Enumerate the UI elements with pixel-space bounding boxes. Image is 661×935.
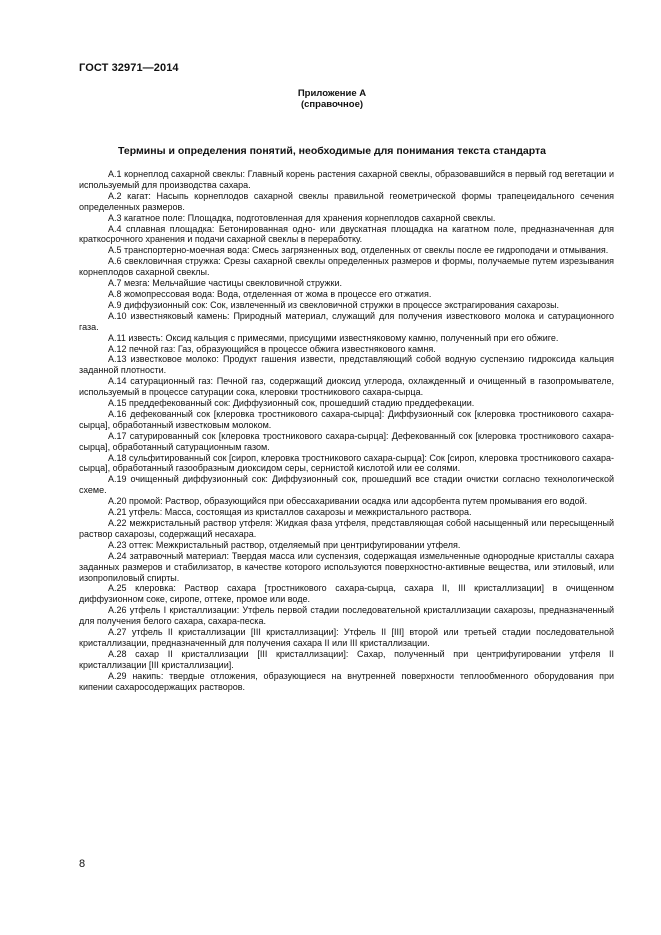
term-item: А.14 сатурационный газ: Печной газ, содержащий диоксид углерода, охлажденный и очищенный в газопромывателе, используемый в процессе сатурации сока, клеровки тростникового сахара-сырца. <box>79 376 614 398</box>
term-item: А.22 межкристальный раствор утфеля: Жидкая фаза утфеля, представляющая собой насыщенный или пересыщенный раствор сахарозы, содержащий несахара. <box>79 518 614 539</box>
page-number: 8 <box>79 858 86 870</box>
annex-title: Приложение А <box>297 88 367 99</box>
terms-list <box>79 169 614 693</box>
term-item: А.11 известь: Оксид кальция с примесями, присущими известняковому камню, полученный при его обжиге. <box>108 332 559 343</box>
term-item: А.6 свекловичная стружка: Срезы сахарной свеклы определенных размеров и формы, получаемые путем изрезывания корнеплодов сахарной свеклы. <box>79 256 614 278</box>
term-item: А.3 кагатное поле: Площадка, подготовленная для хранения корнеплодов сахарной свеклы. <box>108 212 496 223</box>
term-item: А.10 известняковый камень: Природный материал, служащий для получения известкового молока и сатурационного газа. <box>79 310 614 332</box>
term-item: А.16 дефекованный сок [клеровка тростникового сахара-сырца]: Диффузионный сок [клеровка тростникового сахара-сырца], обработанный известковым молоком. <box>79 408 614 430</box>
term-item: А.19 очищенный диффузионный сок: Диффузионный сок, прошедший все стадии очистки согласно технологической схеме. <box>79 474 614 496</box>
term-item: А.12 печной газ: Газ, образующийся в процессе обжига известнякового камня. <box>108 343 436 354</box>
term-item: А.4 сплавная площадка: Бетонированная одно- или двускатная площадка на кагатном поле, предназначенная для краткосрочного хранения и подачи сахарной свеклы в переработку. <box>79 223 614 245</box>
term-item: А.24 затравочный материал: Твердая масса или суспензия, содержащая измельченные однородные кристаллы сахара заданных размеров и стабилизатор, в качестве которого используются поверхностно-активные вещества, или этиловый, или изопропиловый спирты. <box>79 550 614 583</box>
standard-id: ГОСТ 32971—2014 <box>79 62 179 74</box>
term-item: А.7 мезга: Мельчайшие частицы свекловичной стружки. <box>108 278 343 289</box>
term-item: А.5 транспортерно-моечная вода: Смесь загрязненных вод, отделенных от свеклы после ее гидроподачи и отмывания. <box>108 245 609 256</box>
annex-heading <box>79 88 585 110</box>
term-item: А.15 преддефекованный сок: Диффузионный сок, прошедший стадию преддефекации. <box>108 398 475 409</box>
term-item: А.27 утфель II кристаллизации [III кристаллизации]: Утфель II [III] второй или третьей стадии последовательной кристаллизации, предназначенный для получения сахара II или III кристаллизации. <box>79 627 614 648</box>
term-item: А.29 накипь: твердые отложения, образующиеся на внутренней поверхности теплообменного оборудования при кипении сахаросодержащих растворов. <box>79 670 614 692</box>
term-item: А.9 диффузионный сок: Сок, извлеченный из свекловичной стружки в процессе экстрагирования сахарозы. <box>108 299 560 310</box>
section-title: Термины и определения понятий, необходимые для понимания текста стандарта <box>118 145 546 157</box>
term-item: А.21 утфель: Масса, состоящая из кристаллов сахарозы и межкристального раствора. <box>108 507 472 518</box>
term-item: А.1 корнеплод сахарной свеклы: Главный корень растения сахарной свеклы, образовавшийся в первый год вегетации и используемый для производства сахара. <box>79 169 614 190</box>
term-item: А.18 сульфитированный сок [сироп, клеровка тростникового сахара-сырца]: Сок [сироп, клеровка тростникового сахара-сырца], обработанный газообразным диоксидом серы, сернистой кислотой или ее солями. <box>79 452 614 474</box>
term-item: А.23 оттек: Межкристальный раствор, отделяемый при центрифугировании утфеля. <box>108 539 461 550</box>
term-item: А.13 известковое молоко: Продукт гашения извести, представляющий собой водную суспензию гидроксида кальция заданной плотности. <box>79 354 614 376</box>
annex-note: (справочное) <box>300 99 364 110</box>
term-item: А.17 сатурированный сок [клеровка тростникового сахара-сырца]: Дефекованный сок [клеровка тростникового сахара-сырца], обработанный сатурационным газом. <box>79 430 614 452</box>
term-item: А.25 клеровка: Раствор сахара [тростникового сахара-сырца, сахара II, III кристаллизации] в очищенном диффузионном соке, сиропе, оттеке, промое или воде. <box>79 583 614 605</box>
term-item: А.20 промой: Раствор, образующийся при обессахаривании осадка или адсорбента путем промывания его водой. <box>108 496 588 507</box>
term-item: А.8 жомопрессовая вода: Вода, отделенная от жома в процессе его отжатия. <box>108 288 432 299</box>
term-item: А.28 сахар II кристаллизации [III кристаллизации]: Сахар, полученный при центрифугировании утфеля II кристаллизации [III кристаллизации]. <box>79 648 614 670</box>
term-item: А.2 кагат: Насыпь корнеплодов сахарной свеклы правильной геометрической формы трапецеидального сечения определенных размеров. <box>79 190 614 212</box>
term-item: А.26 утфель I кристаллизации: Утфель первой стадии последовательной кристаллизации сахарозы, предназначенный для получения белого сахара, сахара-песка. <box>79 605 614 627</box>
